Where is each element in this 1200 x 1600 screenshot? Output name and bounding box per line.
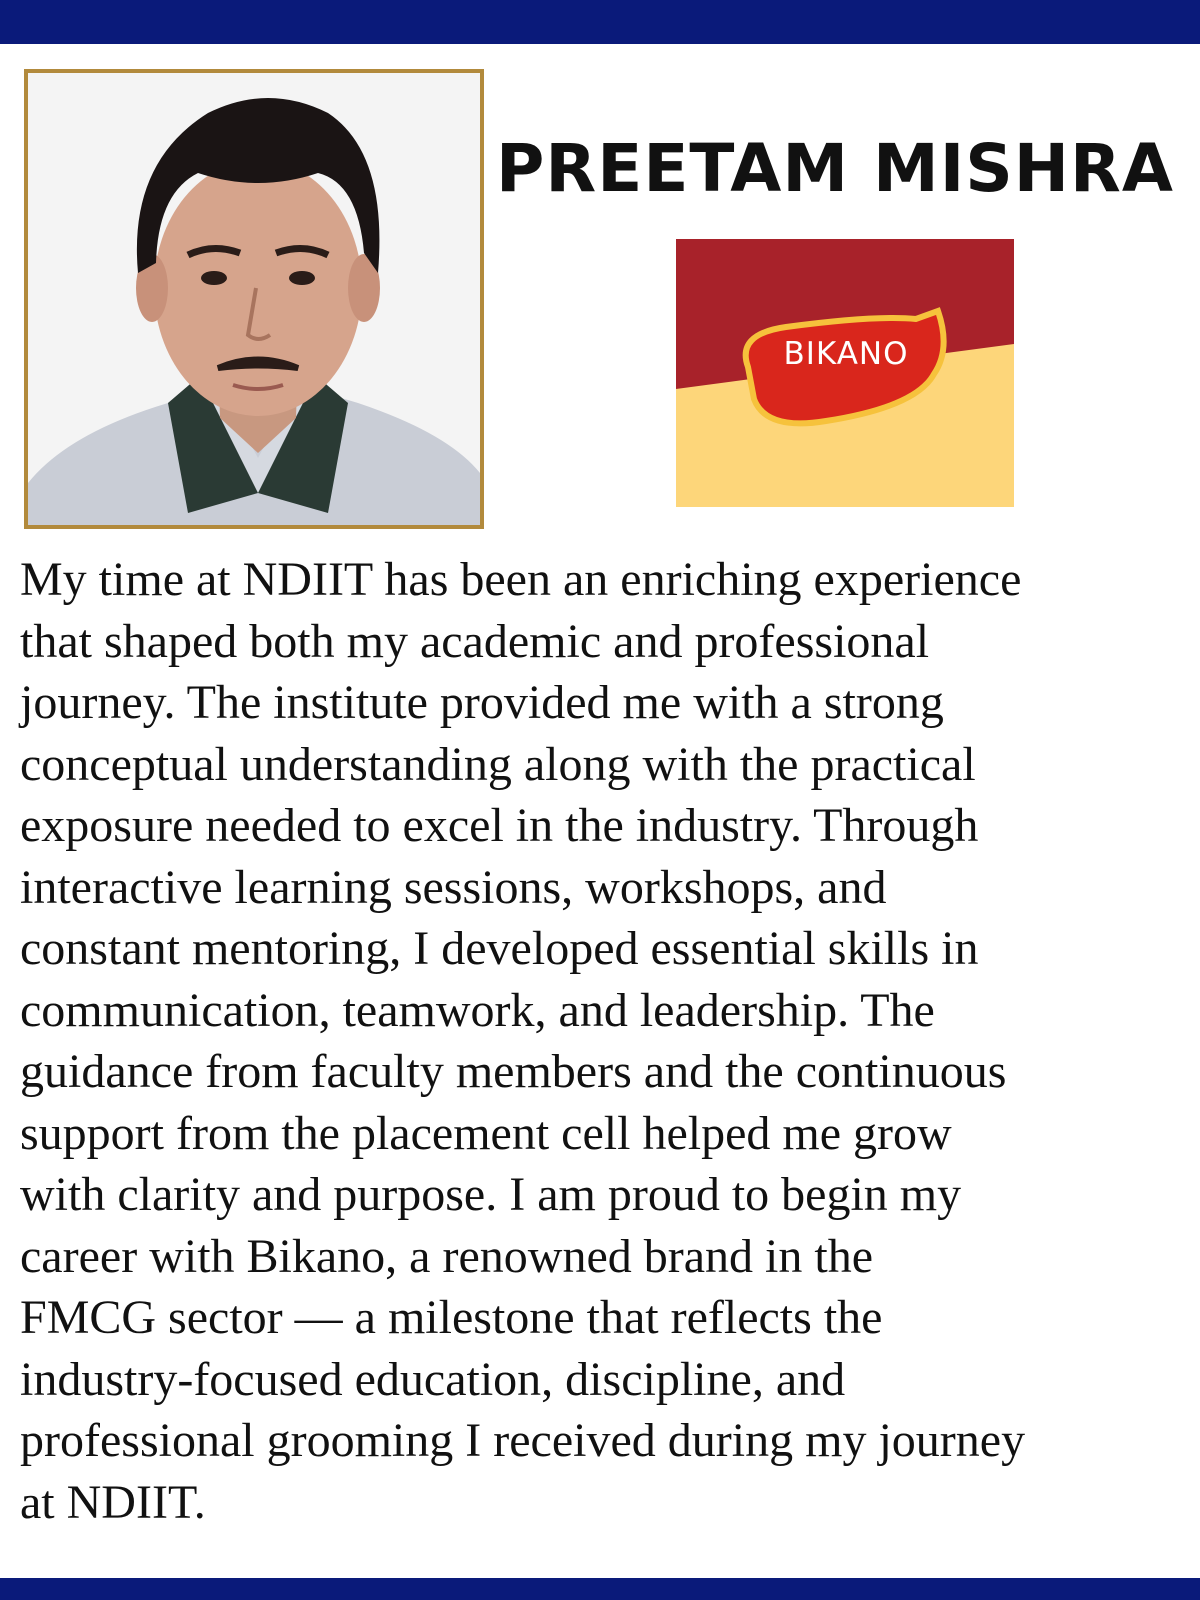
testimonial-line: support from the placement cell helped me grow xyxy=(20,1106,952,1160)
testimonial-line: constant mentoring, I developed essential skills in xyxy=(20,922,979,975)
header-bar xyxy=(0,0,1200,44)
testimonial-line: with clarity and purpose. I am proud to begin my xyxy=(20,1168,962,1221)
testimonial-line: that shaped both my academic and professional xyxy=(20,614,930,668)
person-name: PREETAM MISHRA xyxy=(496,130,1174,207)
testimonial-line: career with Bikano, a renowned brand in the xyxy=(20,1229,874,1283)
bikano-logo-text: BIKANO xyxy=(783,336,909,372)
testimonial-line: at NDIIT. xyxy=(20,1475,206,1529)
testimonial-line: My time at NDIIT has been an enriching experience xyxy=(20,553,1022,606)
testimonial-text xyxy=(20,549,1188,1533)
person-portrait-image xyxy=(28,73,480,525)
testimonial-line: conceptual understanding along with the practical xyxy=(20,737,976,791)
testimonial-line: interactive learning sessions, workshops, and xyxy=(20,860,887,914)
footer-bar xyxy=(0,1578,1200,1600)
testimonial-line: FMCG sector — a milestone that reflects the xyxy=(20,1291,883,1344)
testimonial-line: communication, teamwork, and leadership. The xyxy=(20,983,935,1037)
testimonial-line: industry-focused education, discipline, and xyxy=(20,1352,846,1406)
testimonial-line: guidance from faculty members and the continuous xyxy=(20,1045,1007,1098)
testimonial-line: professional grooming I received during my journey xyxy=(20,1414,1026,1467)
bikano-logo xyxy=(676,239,1014,507)
profile-photo xyxy=(24,69,484,529)
testimonial-line: journey. The institute provided me with a strong xyxy=(20,676,944,729)
testimonial-line: exposure needed to excel in the industry. Through xyxy=(20,799,979,852)
